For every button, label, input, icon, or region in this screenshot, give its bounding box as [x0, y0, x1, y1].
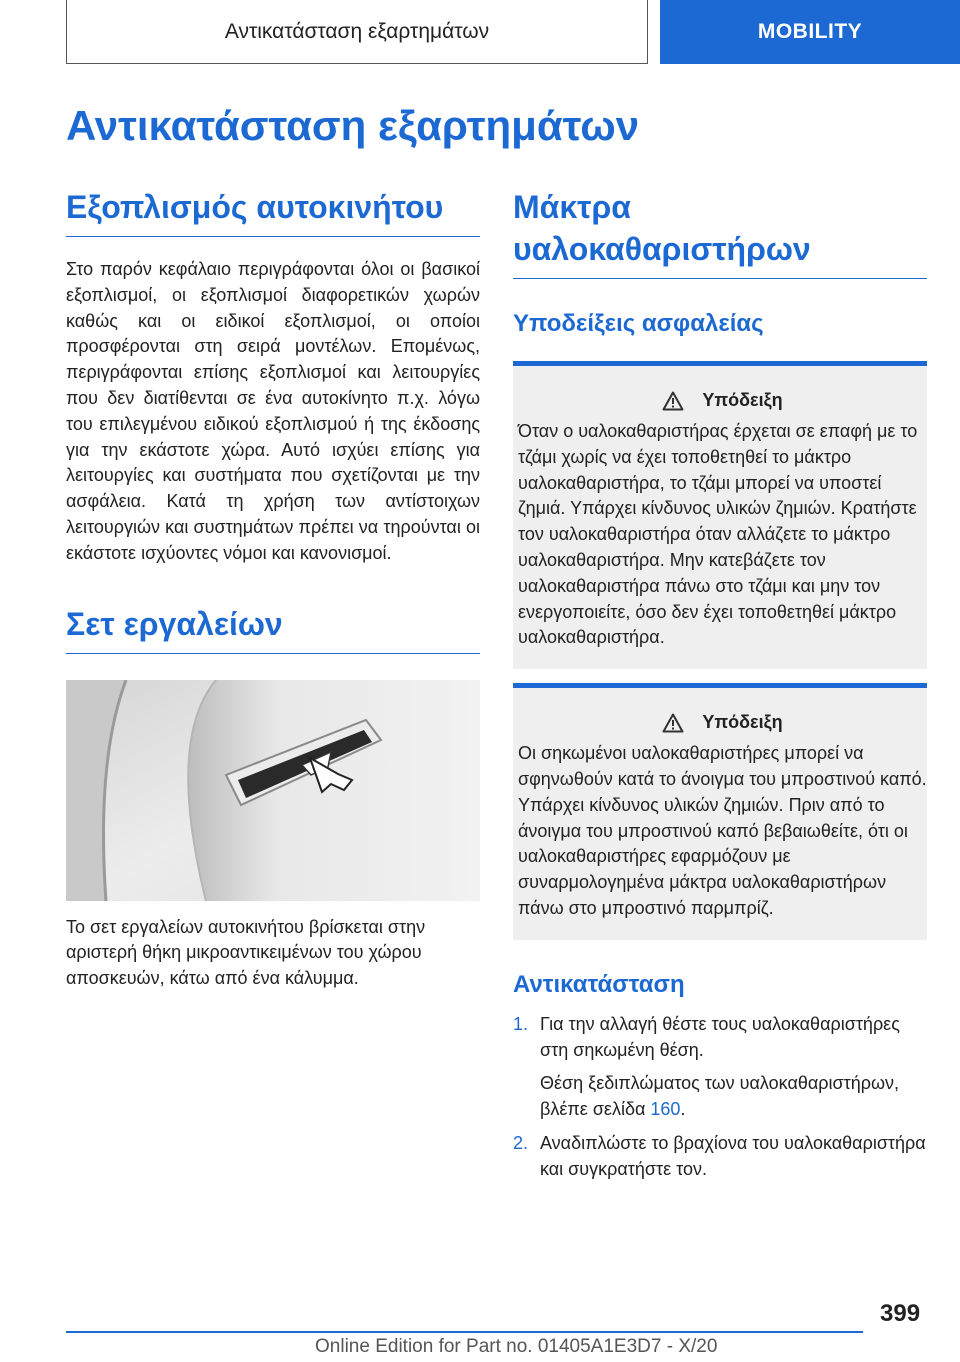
step-number: 1.	[513, 1013, 529, 1034]
step-number: 2.	[513, 1132, 529, 1153]
safety-notes-heading: Υποδείξεις ασφαλείας	[513, 310, 764, 337]
toolkit-caption: Το σετ εργαλείων αυτοκινήτου βρίσκεται στην αριστερή θήκη μικροαντικειμένων του χώρου αποσκευών, κάτω από ένα κάλυμμα.	[66, 916, 426, 989]
notice-text: Όταν ο υαλοκαθαριστήρας έρχεται σε επαφή με το τζάμι χωρίς να έχει τοποθετηθεί το μάκτρο υαλοκαθαριστήρα, το τζάμι μπορεί να υποστεί ζημιά. Υπάρχει κίνδυνος υλικών ζημιών. Κρατήστε τον υαλοκαθαριστήρα όταν αλλάζετε το μάκτρο υαλοκαθαριστήρα. Μην κατεβάζετε τον υαλοκαθαριστήρα πάνω στο τζάμι και μην τον ενεργοποιείτε, όσο δεν έχει τοποθετηθεί μάκτρο υαλοκαθαριστήρα.	[518, 421, 918, 648]
notice-title: Υπόδειξη	[702, 712, 783, 733]
notice-title: Υπόδειξη	[702, 390, 783, 410]
list-item	[513, 1012, 927, 1123]
replacement-steps	[513, 1012, 927, 1183]
toolkit-heading: Σετ εργαλείων	[66, 603, 480, 654]
step-text: Αναδιπλώστε το βραχίονα του υαλοκαθαριστήρα και συγκρατήστε τον.	[540, 1132, 926, 1179]
page-number: 399	[880, 1300, 921, 1327]
step-note-end: .	[680, 1099, 686, 1120]
step-note	[540, 1071, 927, 1123]
equipment-heading: Εξοπλισμός αυτοκινήτου	[66, 186, 480, 237]
warning-icon	[662, 391, 684, 411]
warning-icon	[662, 713, 684, 733]
equipment-text: Στο παρόν κεφάλαιο περιγράφονται όλοι οι βασικοί εξοπλισμοί, οι εξοπλισμοί διαφορετικών χωρών καθώς και οι ειδικοί εξοπλισμοί, οι οποίοι προσφέρονται στη σειρά μοντέλων. Επομένως, περιγράφονται επίσης εξοπλισμοί και λειτουργίες που δεν διατίθενται σε ένα αυτοκίνητο π.χ. λόγω του επιλεγμένου ειδικού εξοπλισμού ή της έκδοσης για την εκάστοτε χώρα. Αυτό ισχύει επίσης για λειτουργίες και συστήματα που σχετίζονται με την ασφάλεια. Κατά τη χρήση των αντίστοιχων λειτουργιών και συστημάτων πρέπει να τηρούνται οι εκάστοτε ισχύοντες νόμοι και κανονισμοί.	[66, 259, 480, 563]
notice-box	[513, 361, 927, 669]
mobility-tab[interactable]: MOBILITY	[660, 0, 960, 64]
footer-divider	[66, 1331, 863, 1333]
step-note-text: Θέση ξεδιπλώματος των υαλοκαθαριστήρων, βλέπε σελίδα	[540, 1073, 900, 1120]
page-link[interactable]: 160	[650, 1099, 681, 1120]
page-title: Αντικατάσταση εξαρτημάτων	[66, 102, 640, 149]
notice-box	[513, 683, 927, 940]
wiper-blades-heading: Μάκτρα υαλοκαθαριστήρων	[513, 186, 927, 279]
replacement-heading: Αντικατάσταση	[513, 970, 685, 998]
toolkit-photo	[66, 680, 480, 901]
notice-text: Οι σηκωμένοι υαλοκαθαριστήρες μπορεί να σφηνωθούν κατά το άνοιγμα του μπροστινού καπό. Υπάρχει κίνδυνος υλικών ζημιών. Πριν από το άνοιγμα του μπροστινού καπό βεβαιωθείτε, ότι οι υαλοκαθαριστήρες εφαρμόζουν με συναρμολογημένα μάκτρα υαλοκαθαριστήρων πάνω στο μπροστινό παρμπρίζ.	[518, 743, 927, 918]
right-column	[513, 186, 927, 1183]
edition-footer: Online Edition for Part no. 01405A1E3D7 - X/20	[315, 1336, 718, 1357]
left-column	[66, 186, 480, 992]
header-section-label: Αντικατάσταση εξαρτημάτων	[66, 0, 648, 64]
list-item	[513, 1131, 927, 1183]
step-text: Για την αλλαγή θέστε τους υαλοκαθαριστήρες στη σηκωμένη θέση.	[540, 1013, 900, 1060]
